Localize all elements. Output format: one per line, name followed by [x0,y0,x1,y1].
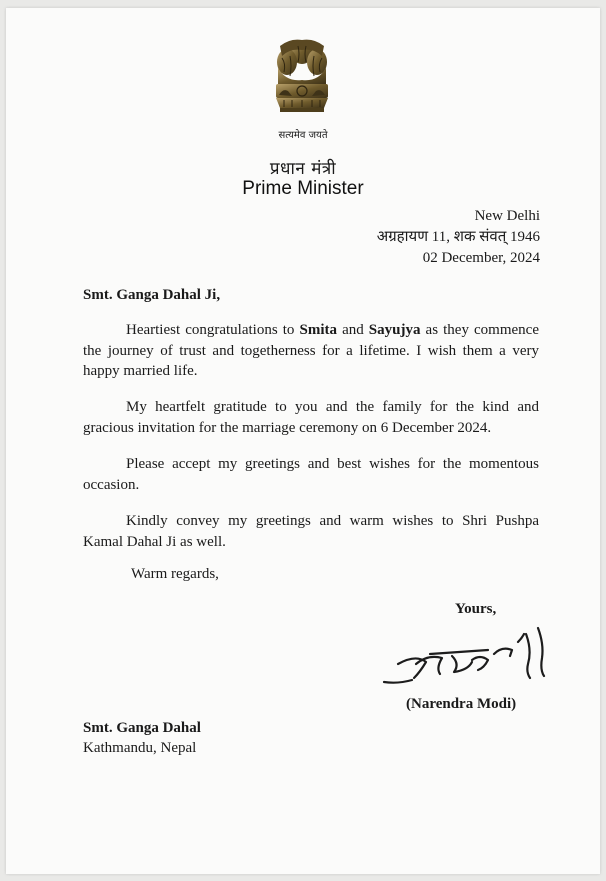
paragraph-1 [83,320,539,382]
paragraph-2-text: My heartfelt gratitude to you and the family for the kind and gracious invitation for the marriage ceremony on 6 December 2024. [83,399,539,436]
paragraph-3 [83,454,539,495]
office-title-english: Prime Minister [242,178,364,199]
signature-icon [376,624,548,688]
p1-text-end: as they commence the journey of trust and togetherness for a lifetime. I wish them a very happy married life. [83,322,539,379]
date-block [377,206,540,269]
signer-name: (Narendra Modi) [406,696,517,712]
addressee-name: Smt. Ganga Dahal [83,720,201,736]
date-gregorian: 02 December, 2024 [422,250,540,266]
paragraph-4-text: Kindly convey my greetings and warm wishes to Shri Pushpa Kamal Dahal Ji as well. [83,513,539,550]
addressee-place: Kathmandu, Nepal [83,740,197,756]
p1-and: and [337,322,369,338]
name-sayujya: Sayujya [368,322,421,338]
date-hindi: अग्रहायण 11, शक संवत् 1946 [376,229,540,245]
paragraph-2 [83,397,539,438]
paragraph-4 [83,511,539,552]
closing: Warm regards, [131,566,219,582]
paragraph-3-text: Please accept my greetings and best wishes for the momentous occasion. [83,456,539,493]
salutation: Smt. Ganga Dahal Ji, [83,287,221,303]
p1-text-start: Heartiest congratulations to [126,322,300,338]
office-title-hindi: प्रधान मंत्री [269,159,337,179]
state-emblem-icon [270,38,334,124]
yours-line: Yours, [455,601,497,617]
date-place: New Delhi [474,208,540,224]
emblem-motto: सत्यमेव जयते [278,130,328,141]
name-smita: Smita [299,322,337,338]
